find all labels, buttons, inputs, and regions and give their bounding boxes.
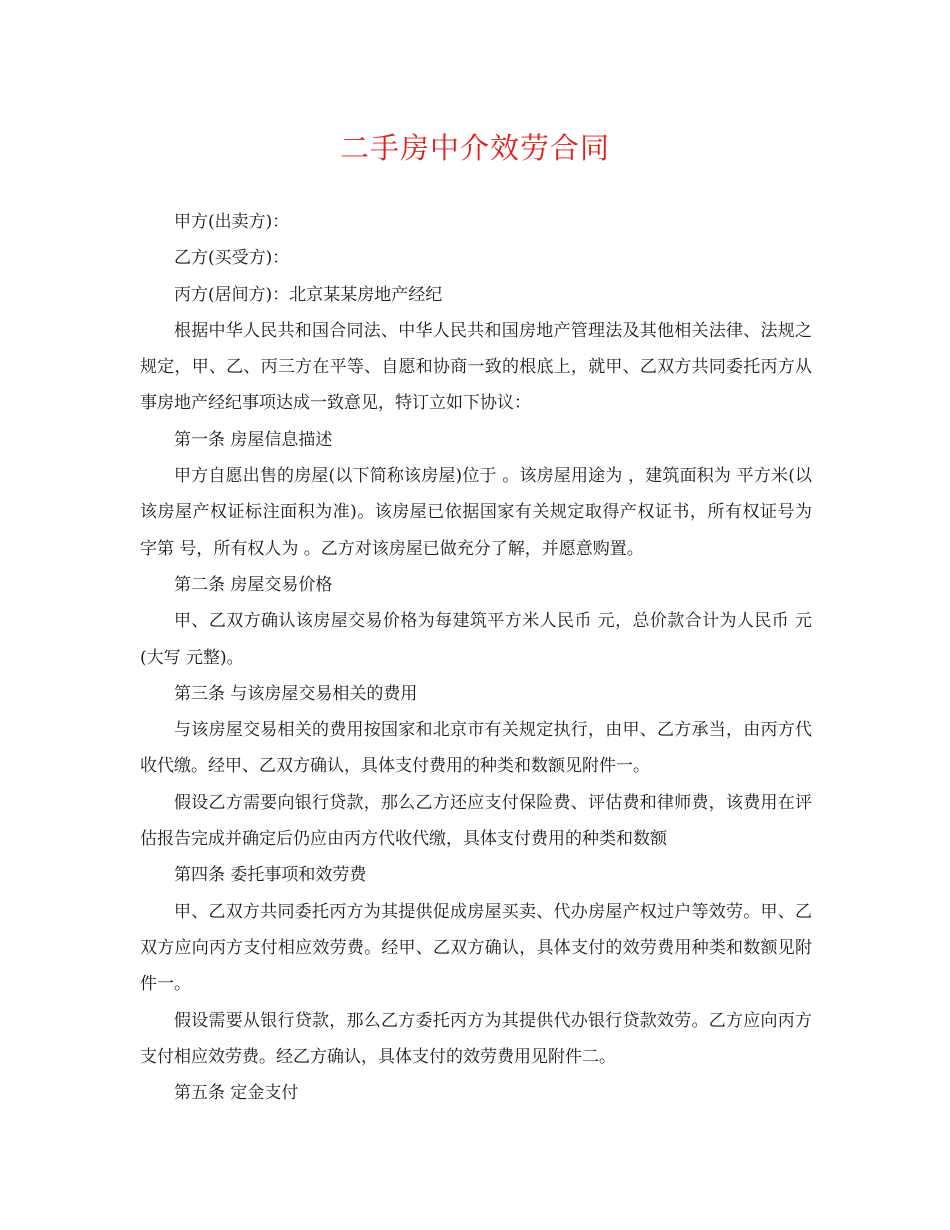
- article-1-heading: 第一条 房屋信息描述: [174, 429, 333, 450]
- article-4-paragraph-1: 甲、乙双方共同委托丙方为其提供促成房屋买卖、代办房屋产权过户等效劳。甲、乙双方应向丙方支付相应效劳费。经甲、乙双方确认，具体支付的效劳费用种类和数额见附件一。: [140, 901, 812, 995]
- article-1-paragraph: 甲方自愿出售的房屋(以下简称该房屋)位于 。该房屋用途为 ，建筑面积为 平方米(以该房屋产权证标注面积为准)。该房屋已依据国家有关规定取得产权证书，所有权证号为 字第 号，所有权人为 。乙方对该房屋已做充分了解，并愿意购置。: [140, 466, 812, 559]
- article-3-heading: 第三条 与该房屋交易相关的费用: [174, 683, 418, 704]
- document-body: [140, 204, 812, 1111]
- article-4-heading: 第四条 委托事项和效劳费: [174, 865, 367, 886]
- party-c-line: 丙方(居间方)：北京某某房地产经纪: [174, 284, 443, 305]
- article-3-paragraph-1: 与该房屋交易相关的费用按国家和北京市有关规定执行，由甲、乙方承当，由丙方代收代缴。经甲、乙双方确认，具体支付费用的种类和数额见附件一。: [140, 720, 812, 777]
- article-5-heading: 第五条 定金支付: [174, 1083, 299, 1104]
- article-4-paragraph-2: 假设需要从银行贷款，那么乙方委托丙方为其提供代办银行贷款效劳。乙方应向丙方支付相应效劳费。经乙方确认，具体支付的效劳费用见附件二。: [140, 1010, 812, 1067]
- article-2-heading: 第二条 房屋交易价格: [174, 574, 333, 595]
- article-3-paragraph-2: 假设乙方需要向银行贷款，那么乙方还应支付保险费、评估费和律师费，该费用在评估报告完成并确定后仍应由丙方代收代缴，具体支付费用的种类和数额: [140, 792, 812, 850]
- document-title: 二手房中介效劳合同: [339, 131, 610, 165]
- article-2-paragraph: 甲、乙双方确认该房屋交易价格为每建筑平方米人民币 元，总价款合计为人民币 元(大写 元整)。: [140, 611, 812, 668]
- party-a-line: 甲方(出卖方)：: [174, 212, 290, 232]
- preamble-paragraph: 根据中华人民共和国合同法、中华人民共和国房地产管理法及其他相关法律、法规之规定，甲、乙、丙三方在平等、自愿和协商一致的根底上，就甲、乙双方共同委托丙方从事房地产经纪事项达成一致意见，特订立如下协议：: [140, 320, 812, 414]
- party-b-line: 乙方(买受方)：: [174, 248, 290, 269]
